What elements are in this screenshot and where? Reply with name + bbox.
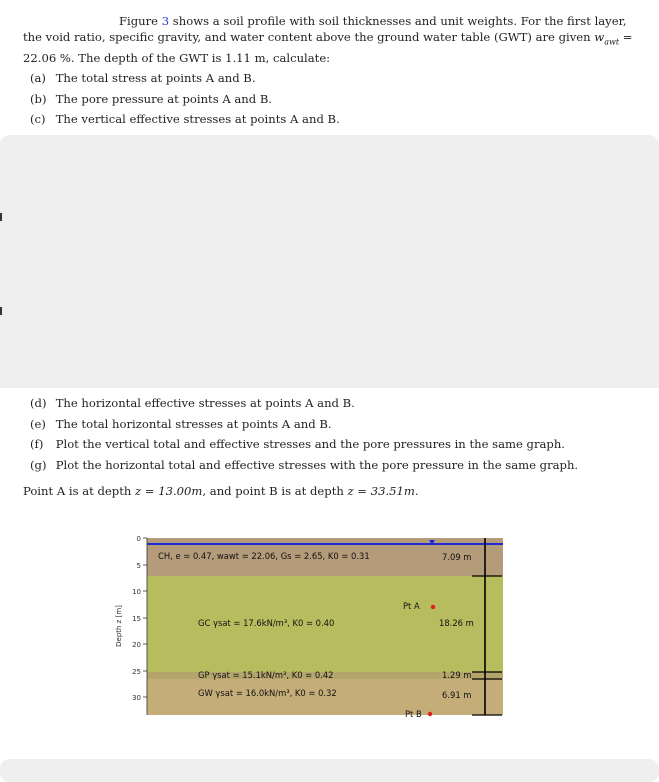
layer-gw-label: GW γsat = 16.0kN/m³, K0 = 0.32	[198, 688, 337, 698]
y-tick-label: 20	[132, 641, 141, 649]
y-ticks	[143, 538, 147, 697]
task-item-f: (f) Plot the vertical total and effective stresses and the pore pressures in the same graph.	[30, 437, 565, 452]
thickness-label-ch: 7.09 m	[442, 552, 472, 562]
y-tick-label: 10	[132, 588, 141, 596]
pt-a-marker	[431, 605, 435, 609]
y-tick-label: 25	[132, 668, 141, 676]
points-statement: Point A is at depth z = 13.00m, and point B is at depth z = 33.51m.	[23, 484, 419, 498]
y-tick-label: 0	[136, 535, 141, 543]
edge-mark	[0, 213, 2, 221]
soil-profile-figure	[110, 528, 510, 723]
pt-b-label: Pt B	[405, 709, 422, 719]
wawt-value: = 22.06 %	[23, 30, 633, 66]
pt-b-marker	[428, 712, 432, 716]
task-list-bottom	[30, 393, 578, 475]
task-item-e: (e) The total horizontal stresses at points A and B.	[30, 416, 332, 431]
task-item-g: (g) Plot the horizontal total and effective stresses with the pore pressure in the same graph.	[30, 457, 579, 472]
redacted-region	[0, 135, 659, 388]
redacted-footer-region	[0, 759, 659, 782]
task-item-b: (b) The pore pressure at points A and B.	[30, 91, 273, 106]
thickness-label-gw: 6.91 m	[442, 690, 472, 700]
point-a-depth: z = 13.00m	[135, 484, 203, 498]
wawt-symbol: $w_{awt}$	[594, 30, 620, 47]
y-tick-labels	[132, 535, 141, 702]
layer-gp-label: GP γsat = 15.1kN/m³, K0 = 0.42	[198, 670, 334, 680]
figure-reference-link[interactable]: 3	[161, 14, 170, 28]
problem-intro	[23, 13, 649, 66]
y-axis-label: Depth z [m]	[115, 605, 123, 647]
intro-text: shows a soil profile with soil thicknesses and unit weights. For the first layer, the void ratio, specific gravity, and water content above the ground water table (GWT) are given	[23, 14, 627, 44]
pt-a-label: Pt A	[403, 601, 420, 611]
task-item-c: (c) The vertical effective stresses at points A and B.	[30, 112, 340, 127]
point-b-depth: z = 33.51m	[347, 484, 415, 498]
thickness-label-gp: 1.29 m	[442, 670, 472, 680]
y-tick-label: 5	[136, 562, 141, 570]
intro-lead: Figure	[119, 14, 162, 28]
task-item-a: (a) The total stress at points A and B.	[30, 71, 256, 85]
task-item-d: (d) The horizontal effective stresses at points A and B.	[30, 396, 355, 410]
layer-gc-label: GC γsat = 17.6kN/m³, K0 = 0.40	[198, 618, 335, 628]
edge-mark	[0, 307, 2, 315]
y-tick-label: 30	[132, 694, 141, 702]
thickness-label-gc: 18.26 m	[439, 618, 474, 628]
intro-text-end: . The depth of the GWT is 1.11 m, calculate:	[70, 51, 331, 66]
task-list-top	[30, 68, 340, 130]
y-tick-label: 15	[132, 615, 141, 623]
layer-ch-label: CH, e = 0.47, wawt = 22.06, Gs = 2.65, K0 = 0.31	[158, 551, 370, 561]
